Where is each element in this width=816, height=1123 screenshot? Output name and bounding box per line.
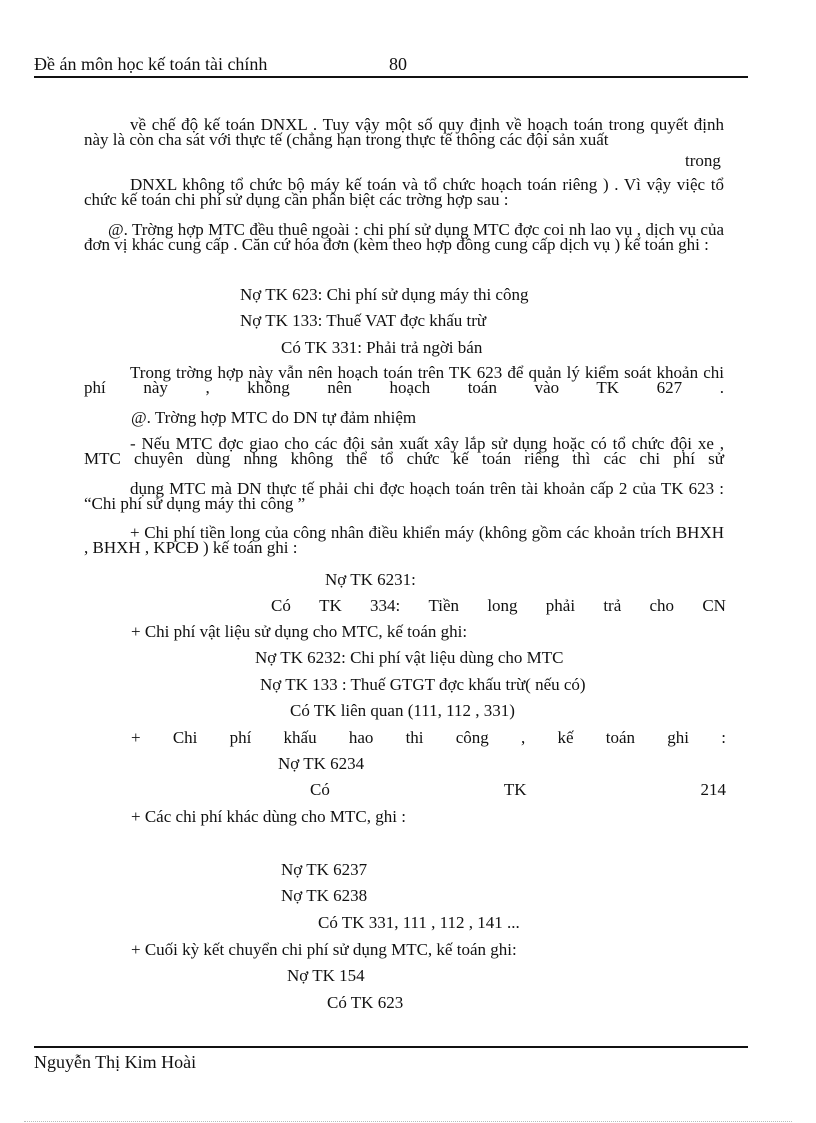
entry-credit-related: Có TK liên quan (111, 112 , 331) (290, 701, 515, 720)
entry-debit-6238: Nợ TK 6238 (281, 886, 368, 905)
entry-credit-623: Có TK 623 (327, 993, 404, 1012)
entry-debit-154: Nợ TK 154 (287, 966, 365, 985)
depreciation-word: hao (348, 728, 374, 747)
entry-credit-331: Có TK 331: Phải trả ngời bán (281, 338, 483, 357)
entry-debit-133-gtgt: Nợ TK 133 : Thuế GTGT đợc khấu trừ( nếu có) (260, 675, 586, 694)
entry-debit-6231: Nợ TK 6231: (325, 570, 416, 589)
page-number: 80 (389, 54, 407, 74)
depreciation-word: Chi (172, 728, 198, 747)
paragraph-level2-account: dụng MTC mà DN thực tế phải chi đợc hoạch toán trên tài khoản cấp 2 của TK 623 : “Chi phí sử dụng máy thi công ” (84, 479, 724, 513)
entry-credit-214 (310, 780, 726, 800)
entry-credit-334-word: TK (319, 596, 342, 615)
depreciation-word: ghi (667, 728, 689, 747)
entry-credit-334-word: Tiền (428, 596, 460, 615)
entry-credit-334-word: 334: (370, 596, 401, 615)
entry-credit-214-word: Có (310, 780, 330, 799)
page-bottom-edge (24, 1121, 792, 1122)
depreciation-word: khấu (283, 728, 317, 747)
entry-debit-623: Nợ TK 623: Chi phí sử dụng máy thi công (240, 285, 529, 304)
entry-credit-334-word: cho (649, 596, 675, 615)
paragraph-control: Trong trờng hợp này vẫn nên hoạch toán trên TK 623 để quản lý kiểm soát khoản chi phí này , không nên hoạch toán vào TK 627 . (84, 363, 724, 397)
entry-debit-6234: Nợ TK 6234 (278, 754, 365, 773)
entry-debit-133: Nợ TK 133: Thuế VAT đợc khấu trừ (240, 311, 487, 330)
depreciation-word: phí (229, 728, 252, 747)
entry-debit-6237: Nợ TK 6237 (281, 860, 368, 879)
paragraph-other-costs: + Các chi phí khác dùng cho MTC, ghi : (131, 807, 406, 826)
depreciation-word: : (721, 728, 726, 747)
paragraph-assigned-mtc: - Nếu MTC đợc giao cho các đội sản xuất xây lắp sử dụng hoặc có tổ chức đội xe , MTC chuyên dùng nhng không thể tổ chức kế toán riêng thì các chi phí sử (84, 434, 724, 468)
document-header-title: Đề án môn học kế toán tài chính (34, 54, 268, 74)
entry-credit-334-word: CN (702, 596, 726, 615)
entry-credit-334-word: Có (271, 596, 291, 615)
depreciation-word: thi (405, 728, 424, 747)
paragraph-rented-mtc: @. Trờng hợp MTC đều thuê ngoài : chi phí sử dụng MTC đợc coi nh lao vụ , dịch vụ của đơn vị khác cung cấp . Căn cứ hóa đơn (kèm theo hợp đồng cung cấp dịch vụ ) kế toán ghi : (84, 220, 724, 254)
paragraph-period-end: + Cuối kỳ kết chuyển chi phí sử dụng MTC, kế toán ghi: (131, 940, 517, 959)
depreciation-word: toán (605, 728, 636, 747)
entry-credit-334-word: trả (603, 596, 622, 615)
paragraph-regime: về chế độ kế toán DNXL . Tuy vậy một số quy định về hoạch toán trong quyết định này là còn cha sát với thực tế (chẳng hạn trong thực tế thông các đội sản xuất (84, 115, 724, 149)
depreciation-word: kế (557, 728, 574, 747)
depreciation-word: + (131, 728, 141, 747)
entry-debit-6232: Nợ TK 6232: Chi phí vật liệu dùng cho MTC (255, 648, 564, 667)
paragraph-materials: + Chi phí vật liệu sử dụng cho MTC, kế toán ghi: (131, 622, 468, 641)
paragraph-self-operated: @. Trờng hợp MTC do DN tự đảm nhiệm (131, 408, 417, 427)
paragraph-dnxl: DNXL không tổ chức bộ máy kế toán và tổ chức hoạch toán riêng ) . Vì vậy việc tổ chức kế toán chi phí sử dụng cần phân biệt các trờng hợp sau : (84, 175, 724, 209)
header-rule (34, 76, 748, 78)
paragraph-wages: + Chi phí tiền long của công nhân điều khiển máy (không gồm các khoản trích BHXH , BHXH , KPCĐ ) kế toán ghi : (84, 523, 724, 557)
depreciation-word: , (521, 728, 526, 747)
footer-author: Nguyễn Thị Kim Hoài (34, 1052, 197, 1072)
entry-credit-multi: Có TK 331, 111 , 112 , 141 ... (318, 913, 520, 932)
entry-credit-334-word: long (487, 596, 518, 615)
entry-credit-214-word: 214 (700, 780, 726, 799)
paragraph-depreciation (131, 728, 726, 748)
entry-credit-334-word: phải (545, 596, 576, 615)
footer-rule (34, 1046, 748, 1048)
entry-credit-214-word: TK (503, 780, 527, 799)
entry-credit-334 (271, 596, 726, 616)
paragraph-regime-end: trong (685, 151, 721, 170)
depreciation-word: công (455, 728, 489, 747)
